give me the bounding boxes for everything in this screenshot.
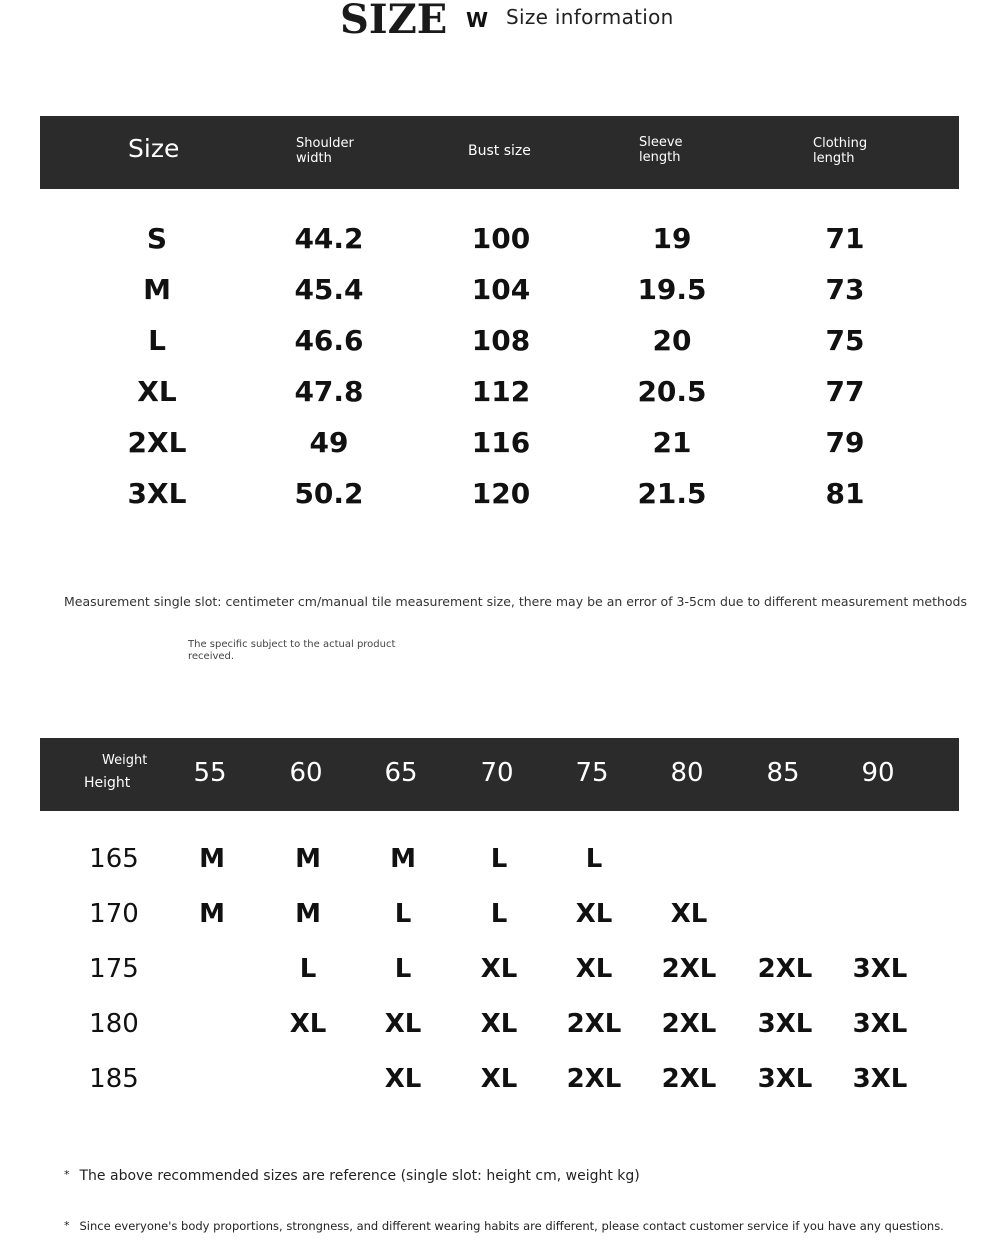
height-cell: 180 — [89, 1009, 139, 1039]
size-cell: S — [146, 222, 168, 255]
shoulder-cell: 44.2 — [294, 222, 364, 255]
page-subtitle: Size information — [506, 5, 674, 29]
recommend-cell: L — [299, 954, 317, 984]
asterisk-icon: * — [64, 1219, 70, 1232]
recommend-cell: 2XL — [661, 1009, 717, 1039]
size-cell: L — [148, 324, 166, 357]
recommend-cell: XL — [480, 954, 518, 984]
sleeve-cell: 21.5 — [637, 477, 707, 510]
recommend-cell: XL — [575, 899, 613, 929]
footnote-contact — [64, 1219, 944, 1233]
weight-header: 75 — [575, 758, 609, 788]
recommend-cell: L — [585, 844, 603, 874]
clothing-cell: 77 — [825, 375, 865, 408]
recommend-cell: 2XL — [661, 954, 717, 984]
recommend-cell: L — [394, 954, 412, 984]
header-clothing-length — [813, 136, 867, 166]
recommend-cell: XL — [480, 1064, 518, 1094]
weight-header: 65 — [384, 758, 418, 788]
weight-header: 70 — [480, 758, 514, 788]
recommend-cell: 2XL — [566, 1064, 622, 1094]
size-table — [0, 222, 1000, 528]
recommend-table-header — [40, 738, 959, 811]
sleeve-cell: 20 — [652, 324, 692, 357]
size-cell: 2XL — [127, 426, 187, 459]
weight-label: Weight — [102, 753, 148, 768]
header-sleeve-length — [639, 135, 683, 165]
size-row — [0, 477, 1000, 528]
header-clothing-length-text: Clothing length — [813, 136, 868, 166]
shoulder-cell: 45.4 — [294, 273, 364, 306]
recommend-cell: 3XL — [852, 1009, 908, 1039]
height-cell: 165 — [89, 844, 139, 874]
recommend-cell: 3XL — [852, 1064, 908, 1094]
size-row — [0, 222, 1000, 273]
height-cell: 170 — [89, 899, 139, 929]
height-cell: 185 — [89, 1064, 139, 1094]
bust-cell: 100 — [471, 222, 531, 255]
recommend-cell: XL — [670, 899, 708, 929]
recommend-row — [0, 1064, 1000, 1119]
recommend-cell: 3XL — [757, 1009, 813, 1039]
weight-header: 60 — [289, 758, 323, 788]
clothing-cell: 73 — [825, 273, 865, 306]
recommend-cell: L — [490, 844, 508, 874]
recommend-cell: 3XL — [757, 1064, 813, 1094]
footnote-reference — [64, 1168, 640, 1184]
footnote-contact-text: Since everyone's body proportions, strongness, and different wearing habits are different, please contact customer service if you have any questions. — [79, 1219, 944, 1233]
sleeve-cell: 21 — [652, 426, 692, 459]
recommend-row — [0, 1009, 1000, 1064]
weight-header: 55 — [193, 758, 227, 788]
recommend-cell: XL — [480, 1009, 518, 1039]
recommend-cell: M — [390, 844, 416, 874]
footnote-reference-text: The above recommended sizes are reference (single slot: height cm, weight kg) — [79, 1168, 640, 1184]
recommend-cell: 3XL — [852, 954, 908, 984]
sleeve-cell: 19.5 — [637, 273, 707, 306]
subject-note: The specific subject to the actual product received. — [188, 639, 396, 662]
weight-header: 85 — [766, 758, 800, 788]
sleeve-cell: 19 — [652, 222, 692, 255]
header-size: Size — [128, 134, 180, 163]
recommend-cell: XL — [289, 1009, 327, 1039]
size-row — [0, 273, 1000, 324]
header-shoulder-width — [296, 136, 354, 166]
shoulder-cell: 47.8 — [294, 375, 364, 408]
clothing-cell: 79 — [825, 426, 865, 459]
shoulder-cell: 50.2 — [294, 477, 364, 510]
recommend-cell: M — [295, 899, 321, 929]
recommend-cell: L — [490, 899, 508, 929]
bust-cell: 104 — [471, 273, 531, 306]
bust-cell: 116 — [471, 426, 531, 459]
bust-cell: 108 — [471, 324, 531, 357]
recommend-cell: XL — [384, 1009, 422, 1039]
size-row — [0, 324, 1000, 375]
recommend-table — [0, 844, 1000, 1119]
recommend-row — [0, 844, 1000, 899]
recommend-cell: M — [295, 844, 321, 874]
title-row — [0, 0, 1000, 50]
asterisk-icon: * — [64, 1168, 70, 1181]
size-cell: 3XL — [127, 477, 187, 510]
recommend-cell: XL — [575, 954, 613, 984]
header-shoulder-width-text: Shoulder width — [296, 136, 354, 166]
recommend-cell: M — [199, 899, 225, 929]
page-title: SIZE — [340, 0, 448, 43]
size-row — [0, 375, 1000, 426]
recommend-cell: 2XL — [661, 1064, 717, 1094]
header-bust-size: Bust size — [468, 143, 531, 159]
weight-header: 80 — [670, 758, 704, 788]
w-mark-icon: W — [466, 8, 489, 32]
recommend-row — [0, 899, 1000, 954]
recommend-cell: 2XL — [757, 954, 813, 984]
height-cell: 175 — [89, 954, 139, 984]
measurement-note: Measurement single slot: centimeter cm/manual tile measurement size, there may be an error of 3-5cm due to different measurement methods — [64, 594, 968, 609]
height-label: Height — [84, 775, 131, 791]
shoulder-cell: 46.6 — [294, 324, 364, 357]
recommend-cell: M — [199, 844, 225, 874]
recommend-cell: L — [394, 899, 412, 929]
sleeve-cell: 20.5 — [637, 375, 707, 408]
recommend-row — [0, 954, 1000, 1009]
size-cell: XL — [137, 375, 177, 408]
size-cell: M — [143, 273, 171, 306]
size-row — [0, 426, 1000, 477]
bust-cell: 120 — [471, 477, 531, 510]
shoulder-cell: 49 — [309, 426, 349, 459]
clothing-cell: 75 — [825, 324, 865, 357]
clothing-cell: 81 — [825, 477, 865, 510]
clothing-cell: 71 — [825, 222, 865, 255]
weight-header: 90 — [861, 758, 895, 788]
header-sleeve-length-text: Sleeve length — [639, 135, 683, 165]
recommend-cell: 2XL — [566, 1009, 622, 1039]
bust-cell: 112 — [471, 375, 531, 408]
recommend-cell: XL — [384, 1064, 422, 1094]
size-table-header — [40, 116, 959, 189]
